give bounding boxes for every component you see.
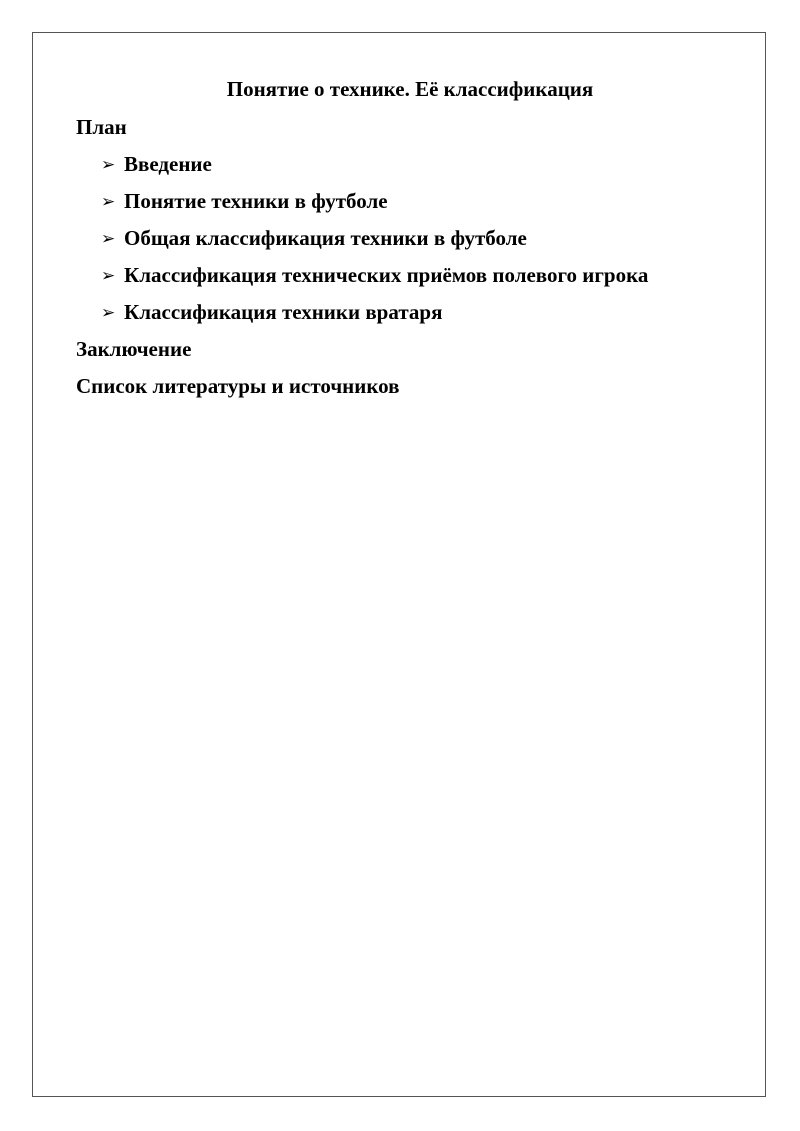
arrow-bullet-icon: ➢: [101, 229, 116, 249]
plan-item-label: Общая классификация техники в футболе: [124, 226, 527, 250]
plan-item-field-player-classification: [101, 263, 648, 288]
arrow-bullet-icon: ➢: [101, 192, 116, 212]
plan-heading: План: [76, 115, 127, 139]
plan-item-general-classification: [101, 226, 527, 251]
arrow-bullet-icon: ➢: [101, 155, 116, 175]
plan-item-goalkeeper-classification: [101, 300, 442, 325]
arrow-bullet-icon: ➢: [101, 303, 116, 323]
plan-item-label: Классификация технических приёмов полевого игрока: [124, 263, 649, 287]
arrow-bullet-icon: ➢: [101, 266, 116, 286]
plan-item-introduction: [101, 152, 212, 177]
references-heading: Список литературы и источников: [76, 374, 400, 398]
document-title: Понятие о технике. Её классификация: [226, 77, 594, 101]
plan-item-label: Введение: [124, 152, 212, 176]
conclusion-heading: Заключение: [76, 337, 192, 361]
plan-item-technique-concept: [101, 189, 388, 214]
plan-item-label: Классификация техники вратаря: [124, 300, 443, 324]
plan-item-label: Понятие техники в футболе: [124, 189, 388, 213]
